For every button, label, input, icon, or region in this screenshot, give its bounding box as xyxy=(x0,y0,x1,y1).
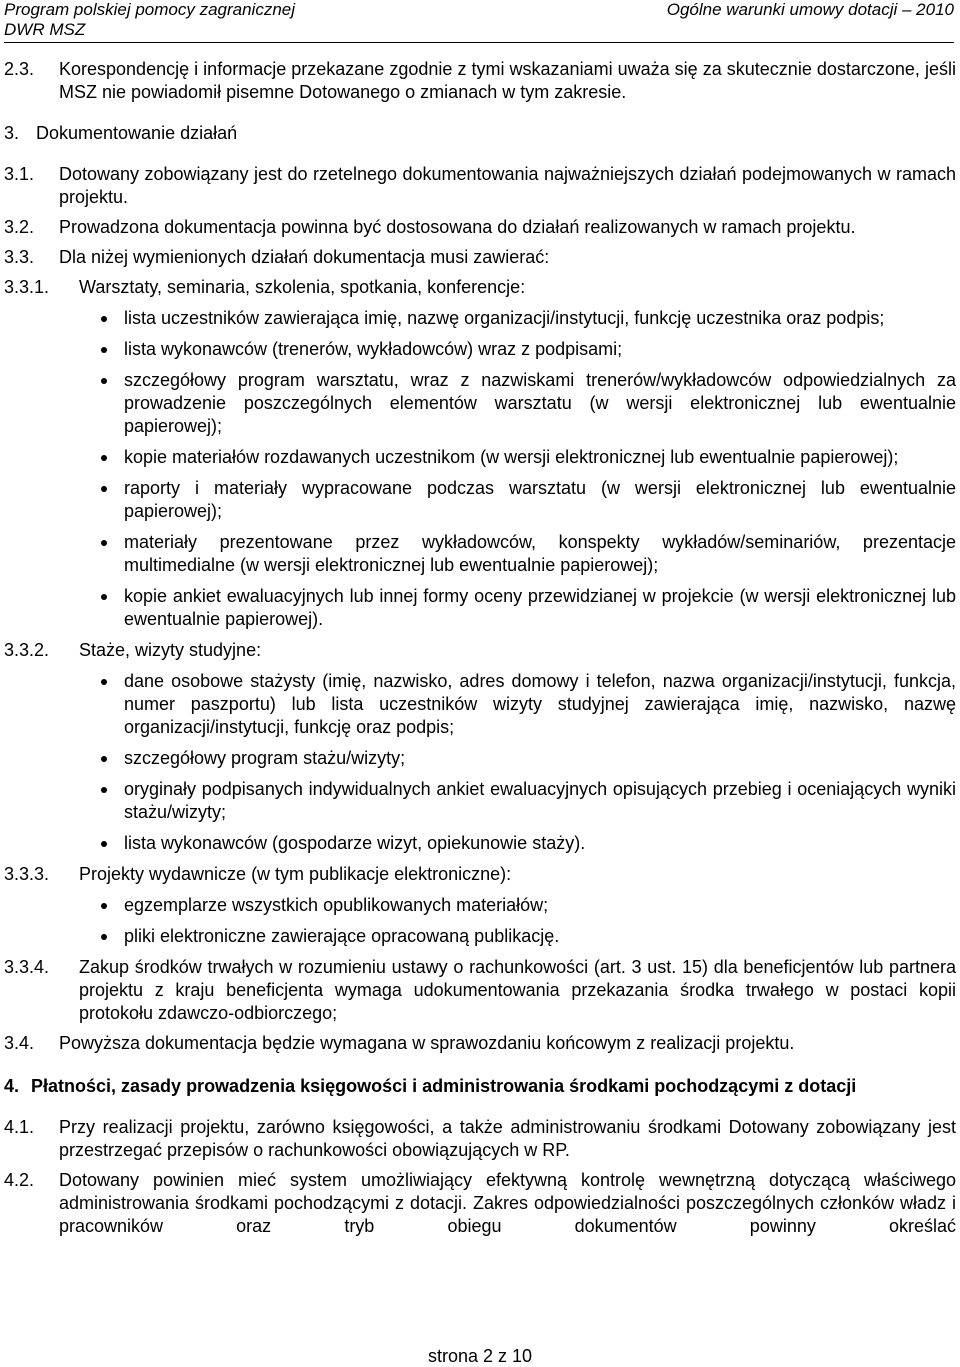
header-document-title: Ogólne warunki umowy dotacji – 2010 xyxy=(666,0,954,19)
section-3-3-3 xyxy=(4,863,956,886)
list-item: egzemplarze wszystkich opublikowanych materiałów; xyxy=(124,894,956,917)
page-header xyxy=(4,0,954,43)
list-item: lista uczestników zawierająca imię, nazwę organizacji/instytucji, funkcję uczestnika oraz podpis; xyxy=(124,307,956,330)
bullet-list-3-3-1 xyxy=(4,307,956,631)
section-number: 3.3.2. xyxy=(4,640,50,660)
heading-number: 3. xyxy=(4,123,20,143)
section-number: 3.2. xyxy=(4,217,35,237)
section-3-1 xyxy=(4,163,956,209)
section-text: Zakup środków trwałych w rozumieniu ustawy o rachunkowości (art. 3 ust. 15) dla beneficjentów lub partnera projektu z kraju beneficjenta wymaga udokumentowania przekazania środka trwałego w postaci kopii protokołu zdawczo-odbiorczego; xyxy=(79,957,956,1023)
section-text: Przy realizacji projektu, zarówno księgowości, a także administrowaniu środkami Dotowany zobowiązany jest przestrzegać przepisów o rachunkowości obowiązujących w RP. xyxy=(59,1117,956,1160)
section-3-3-2 xyxy=(4,639,956,662)
section-3-2 xyxy=(4,216,956,239)
section-number: 4.2. xyxy=(4,1170,35,1190)
section-number: 3.3. xyxy=(4,247,35,267)
list-item: lista wykonawców (gospodarze wizyt, opiekunowie staży). xyxy=(124,832,956,855)
section-text: Dla niżej wymienionych działań dokumentacja musi zawierać: xyxy=(59,247,550,267)
heading-4 xyxy=(4,1075,956,1098)
list-item: szczegółowy program warsztatu, wraz z nazwiskami trenerów/wykładowców odpowiedzialnych za prowadzenie poszczególnych elementów warsztatu (w wersji elektronicznej lub ewentualnie papierowej); xyxy=(124,370,956,436)
list-item: pliki elektroniczne zawierające opracowaną publikację. xyxy=(124,925,956,948)
section-2-3 xyxy=(4,58,956,104)
section-4-2 xyxy=(4,1169,956,1238)
section-3-3-4 xyxy=(4,956,956,1025)
section-text: Korespondencję i informacje przekazane zgodnie z tymi wskazaniami uważa się za skutecznie dostarczone, jeśli MSZ nie powiadomił pisemne Dotowanego o zmianach w tym zakresie. xyxy=(59,59,956,102)
list-item: kopie materiałów rozdawanych uczestnikom (w wersji elektronicznej lub ewentualnie papierowej); xyxy=(124,446,956,469)
section-4-1 xyxy=(4,1116,956,1162)
heading-text: Płatności, zasady prowadzenia księgowości i administrowania środkami pochodzącymi z dotacji xyxy=(31,1076,857,1096)
section-3-4 xyxy=(4,1032,956,1055)
section-number: 3.3.3. xyxy=(4,864,50,884)
section-text: Prowadzona dokumentacja powinna być dostosowana do działań realizowanych w ramach projektu. xyxy=(59,217,856,237)
list-item: lista wykonawców (trenerów, wykładowców) wraz z podpisami; xyxy=(124,338,956,361)
section-text: Warsztaty, seminaria, szkolenia, spotkania, konferencje: xyxy=(79,277,526,297)
heading-number: 4. xyxy=(4,1076,20,1096)
section-number: 3.3.1. xyxy=(4,277,50,297)
bullet-list-3-3-2 xyxy=(4,670,956,855)
header-program-title: Program polskiej pomocy zagranicznej xyxy=(4,0,296,19)
section-3-3-1 xyxy=(4,276,956,299)
section-number: 3.4. xyxy=(4,1033,35,1053)
bullet-list-3-3-3 xyxy=(4,894,956,948)
heading-3 xyxy=(4,122,956,145)
section-number: 3.3.4. xyxy=(4,957,50,977)
section-text: Dotowany powinien mieć system umożliwiający efektywną kontrolę wewnętrzną dotyczącą właściwego administrowania środkami pochodzącymi z dotacji. Zakres odpowiedzialności poszczególnych członków władz i pracowników oraz tryb obiegu dokumentów powinny określać xyxy=(59,1170,956,1236)
section-text: Dotowany zobowiązany jest do rzetelnego dokumentowania najważniejszych działań podejmowanych w ramach projektu. xyxy=(59,164,956,207)
section-text: Staże, wizyty studyjne: xyxy=(79,640,262,660)
header-department: DWR MSZ xyxy=(4,20,86,39)
list-item: kopie ankiet ewaluacyjnych lub innej formy oceny przewidzianej w projekcie (w wersji elektronicznej lub ewentualnie papierowej). xyxy=(124,586,956,629)
list-item: materiały prezentowane przez wykładowców, konspekty wykładów/seminariów, prezentacje multimedialne (w wersji elektronicznej lub ewentualnie papierowej); xyxy=(124,532,956,575)
section-text: Powyższa dokumentacja będzie wymagana w sprawozdaniu końcowym z realizacji projektu. xyxy=(59,1033,795,1053)
list-item: szczegółowy program stażu/wizyty; xyxy=(124,747,956,770)
section-3-3 xyxy=(4,246,956,269)
list-item: raporty i materiały wypracowane podczas warsztatu (w wersji elektronicznej lub ewentualnie papierowej); xyxy=(124,478,956,521)
list-item: dane osobowe stażysty (imię, nazwisko, adres domowy i telefon, nazwa organizacji/instytucji, funkcja, numer paszportu) lub lista uczestników wizyty studyjnej zawierająca imię, nazwisko, nazwę organizacji/instytucji, funkcję oraz podpis; xyxy=(124,671,956,737)
section-number: 4.1. xyxy=(4,1117,35,1137)
section-number: 2.3. xyxy=(4,59,35,79)
section-text: Projekty wydawnicze (w tym publikacje elektroniczne): xyxy=(79,864,512,884)
section-number: 3.1. xyxy=(4,164,35,184)
heading-text: Dokumentowanie działań xyxy=(36,123,238,143)
document-body xyxy=(4,58,956,1238)
list-item: oryginały podpisanych indywidualnych ankiet ewaluacyjnych opisujących przebieg i oceniających wyniki stażu/wizyty; xyxy=(124,779,956,822)
page-number: strona 2 z 10 xyxy=(427,1346,533,1366)
